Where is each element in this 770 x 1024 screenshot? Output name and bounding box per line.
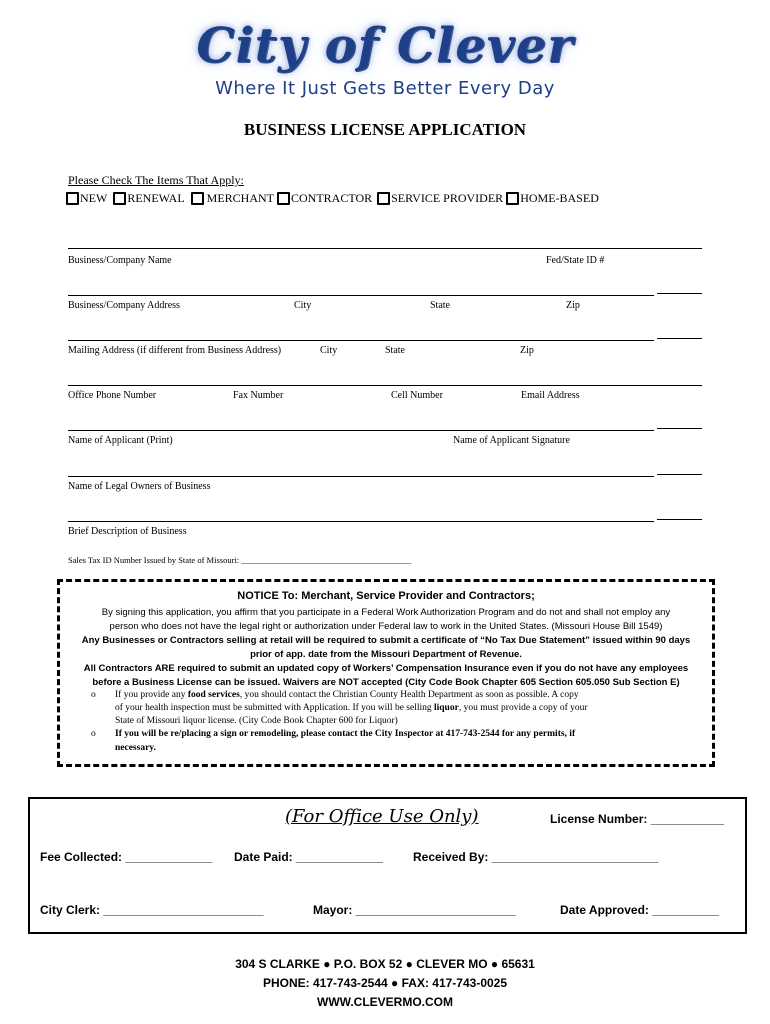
fed-state-id-line[interactable] — [657, 293, 702, 294]
license-number-field[interactable]: License Number: ___________ — [550, 812, 725, 826]
logo-title: City of Clever — [196, 18, 574, 74]
office-phone-label: Office Phone Number — [68, 390, 157, 401]
logo-tagline: Where It Just Gets Better Every Day — [215, 78, 555, 99]
fax-label: Fax Number — [233, 390, 284, 401]
footer-address: 304 S CLARKE ● P.O. BOX 52 ● CLEVER MO ● 65631 — [235, 957, 535, 971]
mailing-address-line[interactable] — [68, 340, 654, 341]
legal-owners-line[interactable] — [68, 476, 654, 477]
description-line[interactable] — [68, 521, 654, 522]
email-line[interactable] — [657, 428, 702, 429]
bullet-text: , you should contact the Christian County Health Department as soon as possible. A copy — [239, 690, 579, 700]
mailing-zip-label: Zip — [520, 345, 534, 356]
checkbox-service-provider[interactable] — [377, 191, 503, 206]
mailing-city-label: City — [320, 345, 338, 356]
city-logo — [150, 18, 620, 108]
applicant-name-label: Name of Applicant (Print) — [68, 435, 173, 446]
checkbox-label: NEW — [80, 191, 108, 205]
office-use-title: (For Office Use Only) — [285, 806, 479, 827]
applicant-name-line[interactable] — [68, 430, 654, 431]
notice-bullet-food — [115, 690, 579, 700]
bullet-text: of your health inspection must be submitted with Application. If you will be selling — [115, 703, 434, 713]
check-instruction: Please Check The Items That Apply: — [68, 173, 244, 187]
checkbox-label: RENEWAL — [127, 191, 185, 205]
bullet-emphasis: food services — [187, 690, 240, 700]
mailing-state-label: State — [385, 345, 405, 356]
checkbox-icon[interactable] — [191, 192, 204, 205]
email-label: Email Address — [521, 390, 580, 401]
phone-line[interactable] — [68, 385, 702, 386]
notice-line: All Contractors ARE required to submit an updated copy of Workers’ Compensation Insurance even if you do not have any employees — [83, 663, 689, 674]
checkbox-icon[interactable] — [66, 192, 79, 205]
signature-line[interactable] — [657, 474, 702, 475]
notice-bullet-liquor — [115, 703, 588, 713]
bullet-marker: o — [91, 690, 96, 700]
notice-title: NOTICE To: Merchant, Service Provider and Contractors; — [237, 590, 535, 602]
checkbox-icon[interactable] — [113, 192, 126, 205]
sales-tax-field[interactable]: Sales Tax ID Number Issued by State of Missouri: ________________________________________ — [68, 555, 412, 565]
zip-line[interactable] — [657, 338, 702, 339]
checkbox-icon[interactable] — [506, 192, 519, 205]
legal-owners-label: Name of Legal Owners of Business — [68, 481, 211, 492]
checkbox-label: HOME-BASED — [520, 191, 599, 205]
notice-line: person who does not have the legal right or authorization under Federal law to work in the United States. (Missouri House Bill 1549) — [109, 621, 663, 632]
notice-line: before a Business License can be issued. Waivers are NOT accepted (City Code Book Chapter 605 Section 605.050 Sub Section E) — [92, 677, 680, 688]
received-by-field[interactable]: Received By: _________________________ — [413, 850, 659, 864]
date-approved-field[interactable]: Date Approved: __________ — [560, 903, 719, 917]
checkbox-icon[interactable] — [277, 192, 290, 205]
checkbox-home-based[interactable] — [506, 191, 599, 206]
license-type-checkboxes — [66, 191, 599, 209]
owners-end-line[interactable] — [657, 519, 702, 520]
business-zip-label: Zip — [566, 300, 580, 311]
checkbox-label: CONTRACTOR — [291, 191, 373, 205]
business-address-label: Business/Company Address — [68, 300, 180, 311]
business-address-line[interactable] — [68, 295, 654, 296]
bullet-text: , you must provide a copy of your — [458, 703, 588, 713]
mailing-address-label: Mailing Address (if different from Business Address) — [68, 345, 282, 356]
business-state-label: State — [430, 300, 450, 311]
notice-bullet-sign: If you will be re/placing a sign or remodeling, please contact the City Inspector at 417-743-2544 for any permits, if — [115, 729, 576, 739]
mayor-field[interactable]: Mayor: ________________________ — [313, 903, 516, 917]
checkbox-label: SERVICE PROVIDER — [391, 191, 504, 205]
checkbox-icon[interactable] — [377, 192, 390, 205]
checkbox-new[interactable] — [66, 191, 107, 206]
fed-state-id-label: Fed/State ID # — [546, 255, 605, 266]
footer-contact — [0, 955, 770, 1012]
business-city-label: City — [294, 300, 312, 311]
business-name-line[interactable] — [68, 248, 702, 249]
cell-label: Cell Number — [391, 390, 443, 401]
page-title: BUSINESS LICENSE APPLICATION — [243, 120, 527, 139]
checkbox-label: MERCHANT — [206, 191, 274, 205]
applicant-signature-label: Name of Applicant Signature — [453, 435, 570, 446]
fee-collected-field[interactable]: Fee Collected: _____________ — [40, 850, 213, 864]
bullet-emphasis: liquor — [434, 703, 459, 713]
bullet-marker: o — [91, 729, 96, 739]
notice-box — [57, 579, 715, 767]
city-clerk-field[interactable]: City Clerk: ________________________ — [40, 903, 264, 917]
bullet-text: necessary. — [115, 743, 156, 753]
bullet-text: If you provide any — [115, 690, 188, 700]
checkbox-merchant[interactable] — [191, 191, 274, 206]
date-paid-field[interactable]: Date Paid: _____________ — [234, 850, 383, 864]
checkbox-contractor[interactable] — [277, 191, 372, 206]
footer-website[interactable]: WWW.CLEVERMO.COM — [317, 995, 453, 1009]
checkbox-renewal[interactable] — [113, 191, 184, 206]
notice-line: Any Businesses or Contractors selling at retail will be required to submit a certificate of “No Tax Due Statement” issued within 90 days — [81, 635, 691, 646]
notice-line: prior of app. date from the Missouri Department of Revenue. — [250, 649, 522, 660]
notice-line: By signing this application, you affirm that you participate in a Federal Work Authorization Program and do not and shall not employ any — [101, 607, 671, 618]
business-name-label: Business/Company Name — [68, 255, 172, 266]
bullet-text: State of Missouri liquor license. (City Code Book Chapter 600 for Liquor) — [115, 716, 398, 726]
brief-description-label: Brief Description of Business — [68, 526, 187, 537]
footer-phone: PHONE: 417-743-2544 ● FAX: 417-743-0025 — [262, 976, 508, 990]
